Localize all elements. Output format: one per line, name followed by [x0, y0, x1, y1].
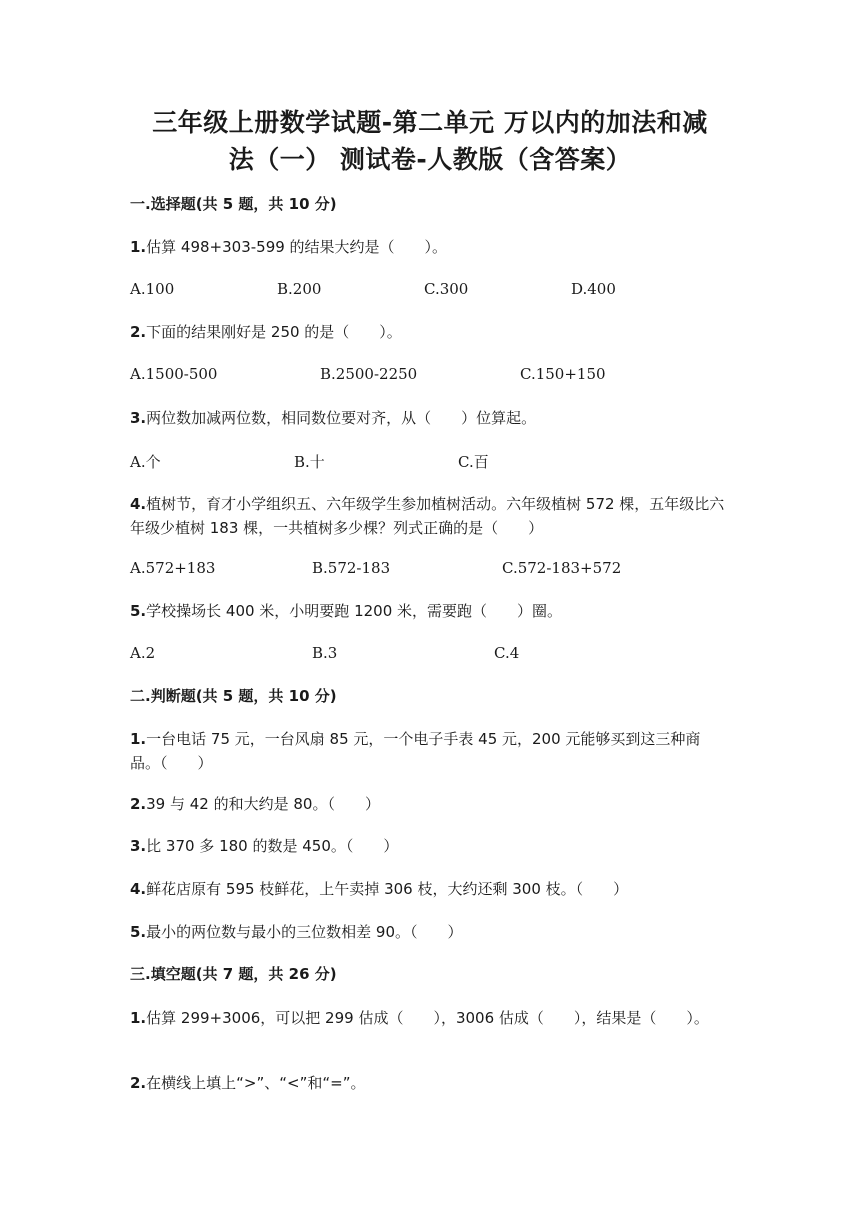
question-text: 学校操场长 400 米，小明要跑 1200 米，需要跑（ ）圈。 — [146, 602, 563, 620]
option-a: A.1500-500 — [130, 365, 218, 383]
option-b: B.3 — [312, 644, 338, 662]
question-choice-4 — [130, 492, 730, 540]
option-c: C.4 — [494, 644, 520, 662]
question-number: 4. — [130, 495, 147, 513]
question-text: 在横线上填上“>”、“<”和“=”。 — [146, 1074, 366, 1092]
option-b: B.200 — [277, 280, 322, 298]
question-judge-2 — [130, 792, 730, 816]
option-c: C.300 — [424, 280, 469, 298]
options-choice-4 — [130, 559, 730, 579]
question-text: 两位数加减两位数，相同数位要对齐，从（ ）位算起。 — [146, 409, 537, 427]
question-text: 一台电话 75 元，一台风扇 85 元，一个电子手表 45 元，200 元能够买到这三种商品。（ ） — [130, 730, 701, 772]
question-number: 3. — [130, 409, 147, 427]
option-b: B.十 — [294, 453, 325, 471]
option-a: A.100 — [130, 280, 175, 298]
question-number: 5. — [130, 602, 147, 620]
question-number: 2. — [130, 795, 147, 813]
question-number: 5. — [130, 923, 147, 941]
option-d: D.400 — [571, 280, 616, 298]
option-c: C.百 — [458, 453, 489, 471]
question-judge-4 — [130, 877, 730, 901]
question-choice-3 — [130, 406, 730, 430]
question-number: 3. — [130, 837, 147, 855]
question-fill-1 — [130, 1006, 730, 1030]
question-fill-2 — [130, 1071, 730, 1095]
options-choice-1 — [130, 280, 730, 300]
question-judge-5 — [130, 920, 730, 944]
question-text: 估算 299+3006，可以把 299 估成（ ），3006 估成（ ），结果是（ ）。 — [146, 1009, 709, 1027]
option-b: B.2500-2250 — [320, 365, 418, 383]
options-choice-5 — [130, 644, 730, 664]
option-c: C.572-183+572 — [502, 559, 622, 577]
page-title — [60, 104, 800, 178]
question-number: 1. — [130, 238, 147, 256]
question-text: 鲜花店原有 595 枝鲜花，上午卖掉 306 枝，大约还剩 300 枝。（ ） — [146, 880, 629, 898]
question-choice-2 — [130, 320, 730, 344]
title-line-1: 三年级上册数学试题-第二单元 万以内的加法和减 — [152, 108, 708, 137]
section-heading-fill: 三.填空题(共 7 题，共 26 分) — [130, 965, 337, 983]
question-judge-3 — [130, 834, 730, 858]
question-number: 1. — [130, 1009, 147, 1027]
question-judge-1 — [130, 727, 730, 775]
option-a: A.2 — [130, 644, 156, 662]
question-text: 最小的两位数与最小的三位数相差 90。（ ） — [146, 923, 463, 941]
question-choice-1 — [130, 235, 730, 259]
question-choice-5 — [130, 599, 730, 623]
option-a: A.个 — [130, 453, 161, 471]
question-number: 2. — [130, 1074, 147, 1092]
section-heading-choice: 一.选择题(共 5 题，共 10 分) — [130, 195, 337, 213]
options-choice-3 — [130, 451, 730, 471]
option-c: C.150+150 — [520, 365, 606, 383]
question-text: 39 与 42 的和大约是 80。（ ） — [146, 795, 380, 813]
question-number: 1. — [130, 730, 147, 748]
options-choice-2 — [130, 365, 730, 385]
question-text: 下面的结果刚好是 250 的是（ ）。 — [146, 323, 402, 341]
question-number: 4. — [130, 880, 147, 898]
question-text: 估算 498+303-599 的结果大约是（ ）。 — [146, 238, 448, 256]
section-heading-judge: 二.判断题(共 5 题，共 10 分) — [130, 687, 337, 705]
option-b: B.572-183 — [312, 559, 391, 577]
title-line-2: 法（一） 测试卷-人教版（含答案） — [228, 145, 632, 174]
option-a: A.572+183 — [130, 559, 216, 577]
question-number: 2. — [130, 323, 147, 341]
question-text: 比 370 多 180 的数是 450。（ ） — [146, 837, 399, 855]
question-text: 植树节，育才小学组织五、六年级学生参加植树活动。六年级植树 572 棵，五年级比六年级少植树 183 棵，一共植树多少棵？列式正确的是（ ） — [130, 495, 725, 537]
